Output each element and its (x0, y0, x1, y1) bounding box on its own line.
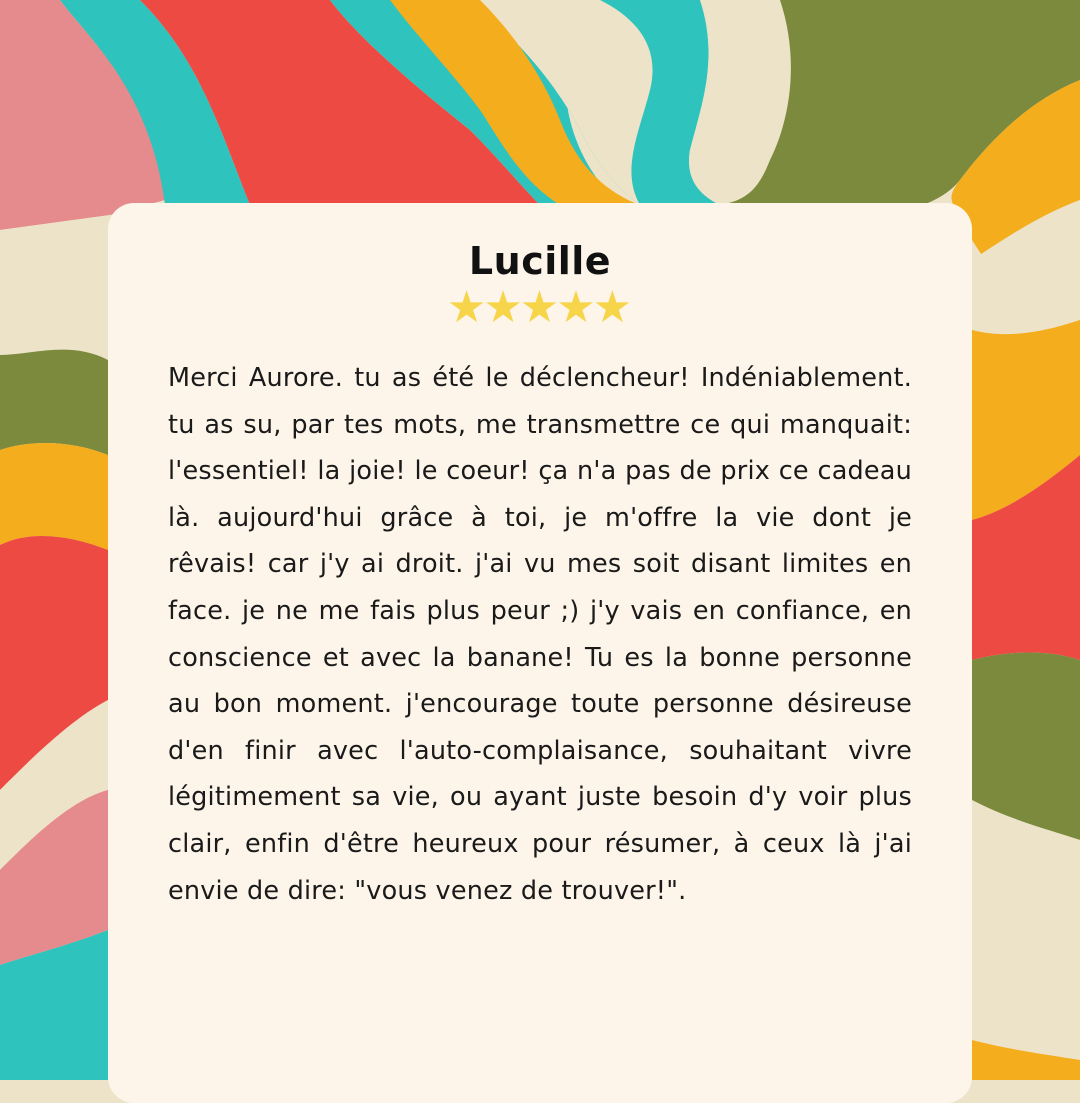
star-icon: ★ (446, 282, 488, 333)
testimonial-card (108, 203, 972, 1103)
star-icon: ★ (592, 282, 634, 333)
review-text: Merci Aurore. tu as été le déclencheur! Indéniablement. tu as su, par tes mots, me transmettre ce qui manquait: l'essentiel! la joie! le coeur! ça n'a pas de prix ce cadeau là. aujourd'hui grâce à toi, je m'offre la vie dont je rêvais! car j'y ai droit. j'ai vu mes soit disant limites en face. je ne me fais plus peur ;) j'y vais en confiance, en conscience et avec la banane! Tu es la bonne personne au bon moment. j'encourage toute personne désireuse d'en finir avec l'auto-complaisance, souhaitant vivre légitimement sa vie, ou ayant juste besoin d'y voir plus clair, enfin d'être heureux pour résumer, à ceux là j'ai envie de dire: "vous venez de trouver!". (168, 363, 912, 906)
star-icon: ★ (519, 282, 561, 333)
author-name: Lucille (468, 239, 612, 283)
star-icon: ★ (483, 282, 524, 333)
star-rating (108, 281, 972, 335)
star-icon: ★ (556, 282, 597, 333)
